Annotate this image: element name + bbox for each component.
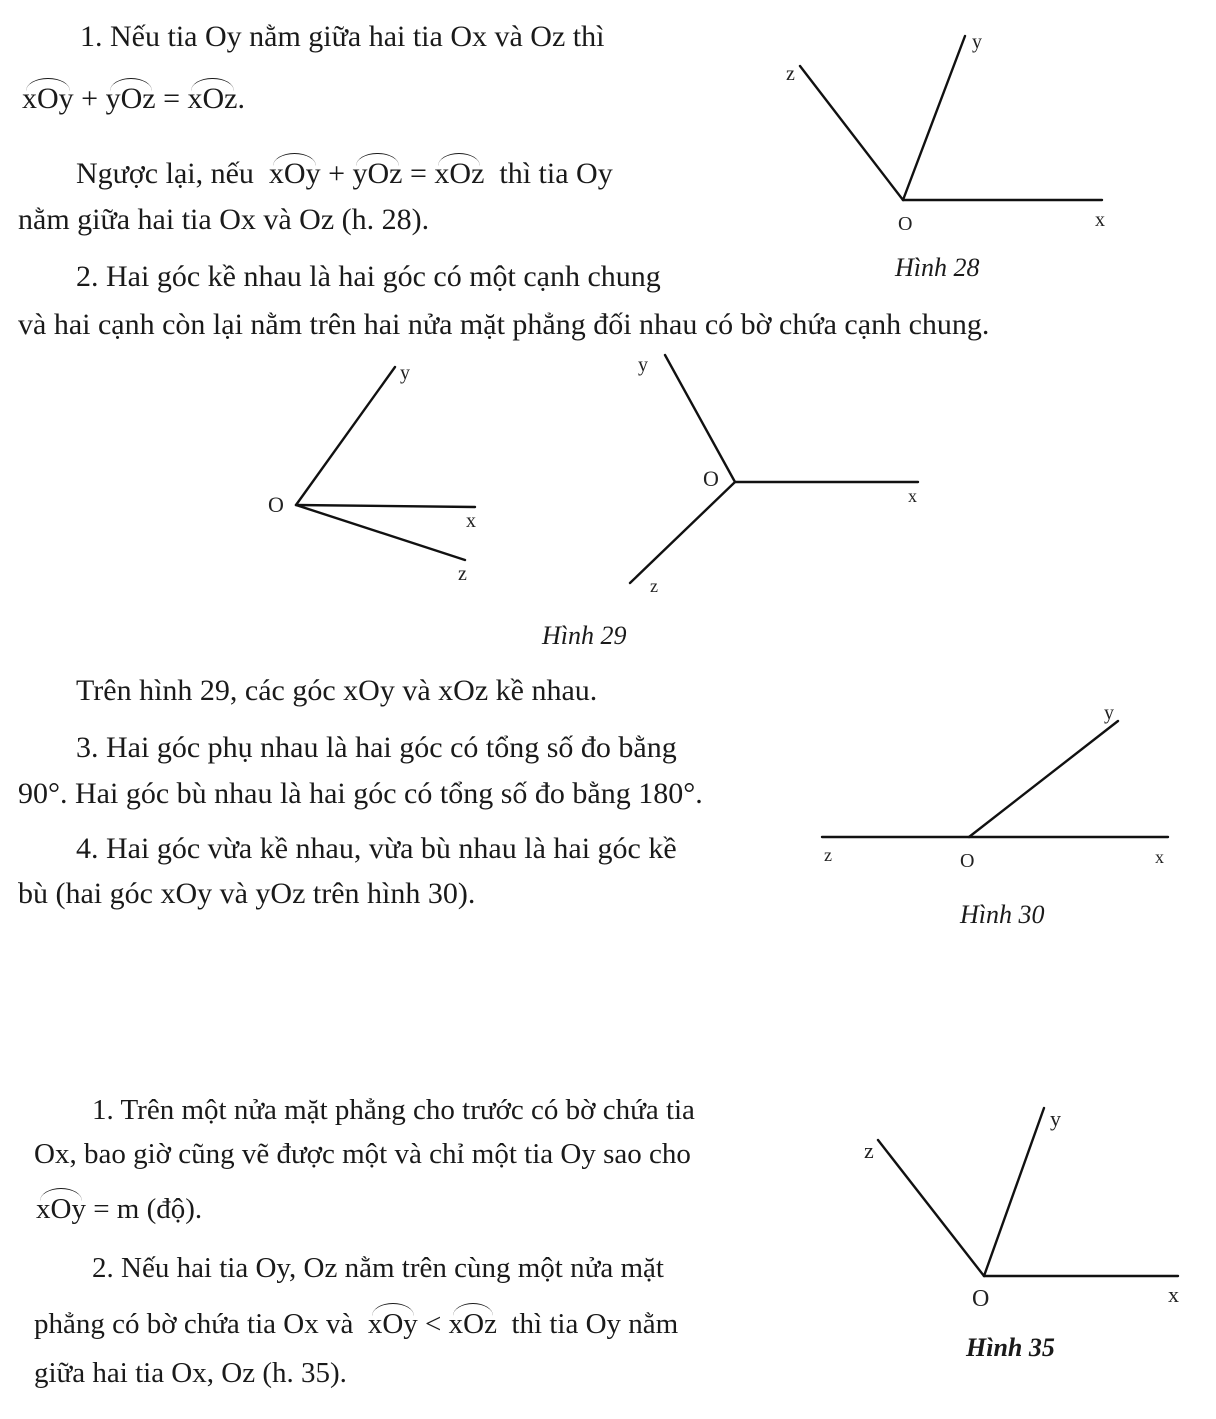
plus-sign: +: [81, 82, 99, 115]
angle-yoz: yOz: [106, 78, 156, 114]
q1-line1: 1. Trên một nửa mặt phẳng cho trước có bờ chứa tia: [92, 1094, 695, 1126]
p6-line1: 4. Hai góc vừa kề nhau, vừa bù nhau là hai góc kề: [76, 832, 677, 865]
p2-line2: nằm giữa hai tia Ox và Oz (h. 28).: [18, 203, 430, 236]
p1-text: 1. Nếu tia Oy nằm giữa hai tia Ox và Oz thì: [80, 20, 605, 53]
figure-29-right: [600, 345, 940, 605]
p5-line1: 3. Hai góc phụ nhau là hai góc có tổng số đo bằng: [76, 731, 677, 764]
figure-35: [858, 1100, 1198, 1320]
caption-hinh-29: Hình 29: [542, 621, 627, 650]
ray-oy: [984, 1108, 1044, 1276]
label-z: z: [458, 563, 467, 585]
label-y: y: [400, 362, 410, 384]
q1-line2: Ox, bao giờ cũng vẽ được một và chỉ một tia Oy sao cho: [34, 1138, 691, 1170]
p3-line2: và hai cạnh còn lại nằm trên hai nửa mặt phẳng đối nhau có bờ chứa cạnh chung.: [18, 308, 990, 341]
label-x: x: [1095, 209, 1105, 231]
p1-line1: [80, 22, 604, 52]
label-z: z: [650, 576, 658, 596]
q2-line1: 2. Nếu hai tia Oy, Oz nằm trên cùng một nửa mặt: [92, 1252, 664, 1284]
ray-oy: [296, 367, 395, 505]
label-y: y: [1050, 1106, 1061, 1131]
caption-hinh-35: Hình 35: [966, 1333, 1055, 1362]
label-o: O: [268, 492, 284, 517]
ray-oz: [878, 1140, 984, 1276]
figure-29-left-svg: [260, 355, 500, 595]
equals-sign: =: [409, 157, 427, 190]
angle-xoz: xOz: [449, 1303, 497, 1339]
figure-35-svg: [858, 1100, 1198, 1320]
p2-text-a: Ngược lại, nếu: [76, 157, 254, 190]
q1-tail: = m (độ).: [93, 1193, 203, 1225]
plus-sign: +: [328, 157, 345, 190]
label-z: z: [786, 63, 795, 85]
q2-line2: [34, 1303, 678, 1339]
ray-oz: [630, 482, 735, 583]
label-x: x: [908, 486, 917, 506]
period: .: [237, 82, 245, 115]
label-x: x: [1155, 847, 1164, 867]
p6-line2: bù (hai góc xOy và yOz trên hình 30).: [18, 877, 476, 910]
ray-ox: [296, 505, 475, 507]
ray-oz: [800, 66, 903, 200]
figure-28: [780, 20, 1160, 240]
label-y: y: [1104, 702, 1114, 724]
angle-xoy: xOy: [368, 1303, 418, 1339]
p1-formula: [22, 78, 245, 114]
figure-30-svg: [812, 695, 1182, 885]
angle-xoz: xOz: [188, 78, 238, 114]
q2-line3: giữa hai tia Ox, Oz (h. 35).: [34, 1357, 347, 1389]
figure-29-right-svg: [600, 345, 940, 605]
label-z: z: [824, 845, 832, 865]
p2-text-b: thì tia Oy: [499, 157, 613, 190]
figure-29-left: [260, 355, 500, 595]
label-x: x: [466, 510, 476, 532]
angle-xoy: xOy: [22, 78, 74, 114]
p3-line1: 2. Hai góc kề nhau là hai góc có một cạnh chung: [76, 260, 661, 293]
p2-line1: [76, 153, 613, 189]
q2-text-a: phẳng có bờ chứa tia Ox và: [34, 1308, 354, 1340]
less-than-sign: <: [425, 1308, 442, 1340]
figure-28-svg: [780, 20, 1160, 240]
p5-line2: 90°. Hai góc bù nhau là hai góc có tổng số đo bằng 180°.: [18, 777, 703, 810]
angle-xoy: xOy: [269, 153, 321, 189]
label-o: O: [898, 213, 913, 235]
label-y: y: [972, 31, 982, 53]
label-z: z: [864, 1138, 874, 1163]
label-y: y: [638, 354, 648, 376]
ray-oy: [903, 36, 965, 200]
caption-hinh-30: Hình 30: [960, 900, 1045, 929]
label-o: O: [703, 466, 719, 491]
label-o: O: [960, 850, 975, 872]
ray-oy: [665, 355, 735, 482]
ray-oy: [969, 721, 1118, 837]
label-x: x: [1168, 1282, 1179, 1307]
label-o: O: [972, 1286, 990, 1312]
q1-line3: [36, 1188, 202, 1224]
angle-xoz: xOz: [434, 153, 484, 189]
angle-xoy: xOy: [36, 1188, 86, 1224]
angle-yoz: yOz: [353, 153, 403, 189]
ray-oz: [296, 505, 465, 560]
caption-hinh-28: Hình 28: [895, 253, 980, 282]
q2-text-b: thì tia Oy nằm: [511, 1308, 679, 1340]
p4-text: Trên hình 29, các góc xOy và xOz kề nhau.: [76, 674, 598, 707]
equals-sign: =: [163, 82, 180, 115]
figure-30: [812, 695, 1182, 885]
